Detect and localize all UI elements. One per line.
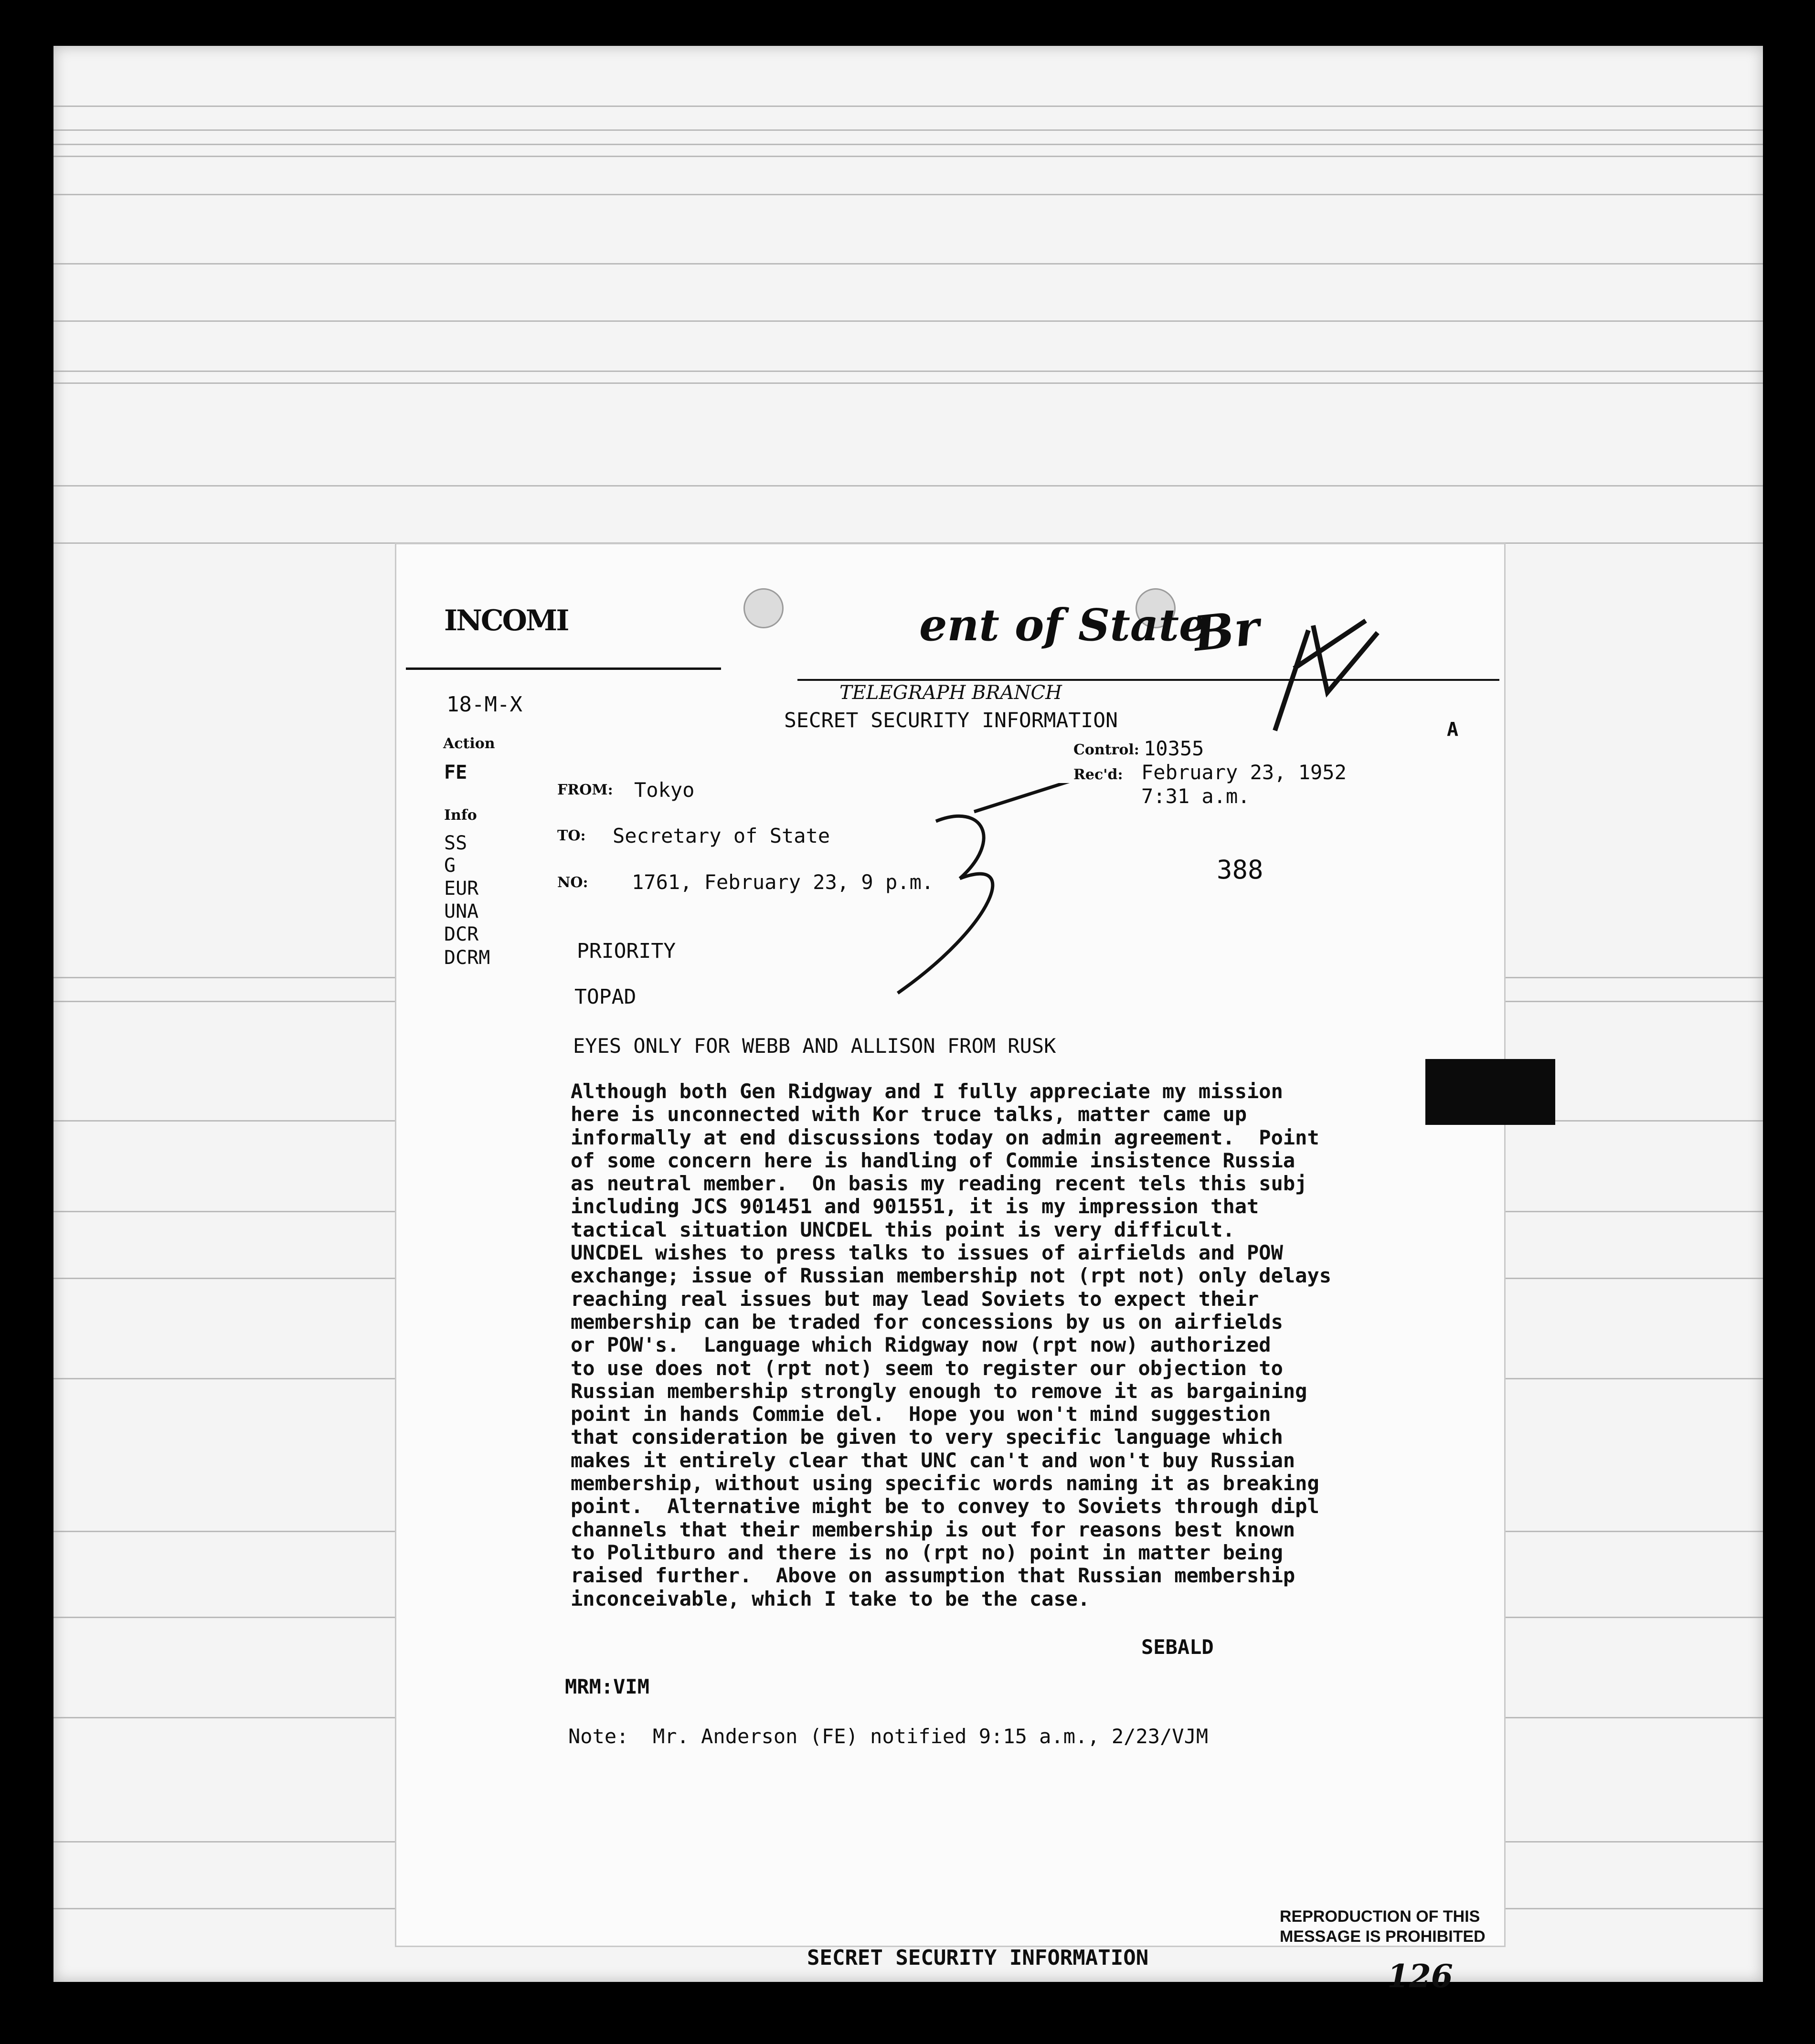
body-line: informally at end discussions today on admin agreement. Point xyxy=(571,1125,1319,1149)
body-line: makes it entirely clear that UNC can't and won't buy Russian xyxy=(571,1448,1295,1472)
body-line: here is unconnected with Kor truce talks, matter came up xyxy=(571,1102,1247,1126)
stamp-number: 388 xyxy=(1217,855,1263,885)
body-line: that consideration be given to very specific language which xyxy=(571,1425,1283,1449)
body-line: or POW's. Language which Ridgway now (rpt now) authorized xyxy=(571,1333,1271,1357)
signature: SEBALD xyxy=(1141,1635,1214,1659)
body-line: Although both Gen Ridgway and I fully appreciate my mission xyxy=(571,1080,1283,1103)
to-label: TO: xyxy=(557,827,586,844)
corner-letter: A xyxy=(1447,719,1459,741)
body-line: tactical situation UNCDEL this point is very difficult. xyxy=(571,1218,1235,1241)
info-item: DCRM xyxy=(444,947,490,969)
from-label: FROM: xyxy=(557,782,613,798)
redaction-block xyxy=(1425,1059,1555,1125)
body-line: membership, without using specific words naming it as breaking xyxy=(571,1472,1319,1495)
repro-line-1: REPRODUCTION OF THIS xyxy=(1280,1907,1480,1926)
letterhead-department: ent of State xyxy=(919,599,1207,651)
info-item: G xyxy=(444,855,456,877)
body-line: of some concern here is handling of Commie insistence Russia xyxy=(571,1148,1295,1172)
no-label: NO: xyxy=(557,874,588,891)
action-label: Action xyxy=(443,735,495,752)
recd-date: February 23, 1952 xyxy=(1141,761,1347,784)
info-label: Info xyxy=(444,807,477,824)
body-line: point. Alternative might be to convey to Soviets through dipl xyxy=(571,1494,1319,1518)
punch-hole-left xyxy=(743,588,784,628)
handwritten-mark xyxy=(879,783,1079,1012)
recd-time: 7:31 a.m. xyxy=(1141,784,1250,808)
classification-bottom: SECRET SECURITY INFORMATION xyxy=(807,1946,1149,1970)
topad-line: TOPAD xyxy=(574,985,637,1009)
handwritten-scribble xyxy=(1256,611,1385,754)
letterhead-rule-left xyxy=(406,667,721,670)
to-value: Secretary of State xyxy=(613,824,830,847)
body-line: membership can be traded for concessions by us on airfields xyxy=(571,1310,1283,1334)
control-label: Control: xyxy=(1073,741,1139,758)
action-value: FE xyxy=(444,762,467,784)
body-line: reaching real issues but may lead Soviets to expect their xyxy=(571,1287,1259,1311)
telegraph-branch: TELEGRAPH BRANCH xyxy=(839,682,1062,704)
info-item: EUR xyxy=(444,878,479,900)
drafter-initials: MRM:VIM xyxy=(565,1675,650,1698)
body-line: UNCDEL wishes to press talks to issues of airfields and POW xyxy=(571,1241,1283,1265)
priority-line: PRIORITY xyxy=(577,939,676,963)
body-line: inconceivable, which I take to be the case. xyxy=(571,1587,1090,1610)
routing-code: 18-M-X xyxy=(446,692,522,717)
body-line: raised further. Above on assumption that Russian membership xyxy=(571,1564,1295,1588)
body-line: to use does not (rpt not) seem to register our objection to xyxy=(571,1356,1283,1380)
reproduction-notice xyxy=(1280,1906,1486,1947)
note-line: Note: Mr. Anderson (FE) notified 9:15 a.m., 2/23/VJM xyxy=(568,1725,1209,1748)
body-line: including JCS 901451 and 901551, it is my impression that xyxy=(571,1195,1259,1218)
letterhead-rule-right xyxy=(797,679,1499,681)
repro-line-2: MESSAGE IS PROHIBITED xyxy=(1280,1928,1486,1946)
body-line: point in hands Commie del. Hope you won't mind suggestion xyxy=(571,1402,1271,1426)
recd-label: Rec'd: xyxy=(1073,766,1123,783)
handwritten-page-number: 126 xyxy=(1387,1958,1453,1995)
from-value: Tokyo xyxy=(634,778,695,802)
body-line: to Politburo and there is no (rpt no) point in matter being xyxy=(571,1540,1283,1564)
classification-top: SECRET SECURITY INFORMATION xyxy=(784,709,1118,732)
body-line: as neutral member. On basis my reading recent tels this subj xyxy=(571,1172,1307,1196)
info-item: UNA xyxy=(444,900,479,922)
message-body xyxy=(571,1080,1440,1610)
body-line: exchange; issue of Russian membership not (rpt not) only delays xyxy=(571,1264,1332,1288)
no-value: 1761, February 23, 9 p.m. xyxy=(632,870,934,894)
info-item: SS xyxy=(444,832,467,854)
body-line: Russian membership strongly enough to remove it as bargaining xyxy=(571,1379,1307,1403)
info-item: DCR xyxy=(444,923,479,945)
handwritten-initials: Br xyxy=(1191,599,1263,662)
control-value: 10355 xyxy=(1144,737,1204,760)
eyes-only-line: EYES ONLY FOR WEBB AND ALLISON FROM RUSK xyxy=(573,1034,1056,1058)
body-line: channels that their membership is out for reasons best known xyxy=(571,1517,1295,1541)
letterhead-incoming: INCOMI xyxy=(444,604,568,637)
